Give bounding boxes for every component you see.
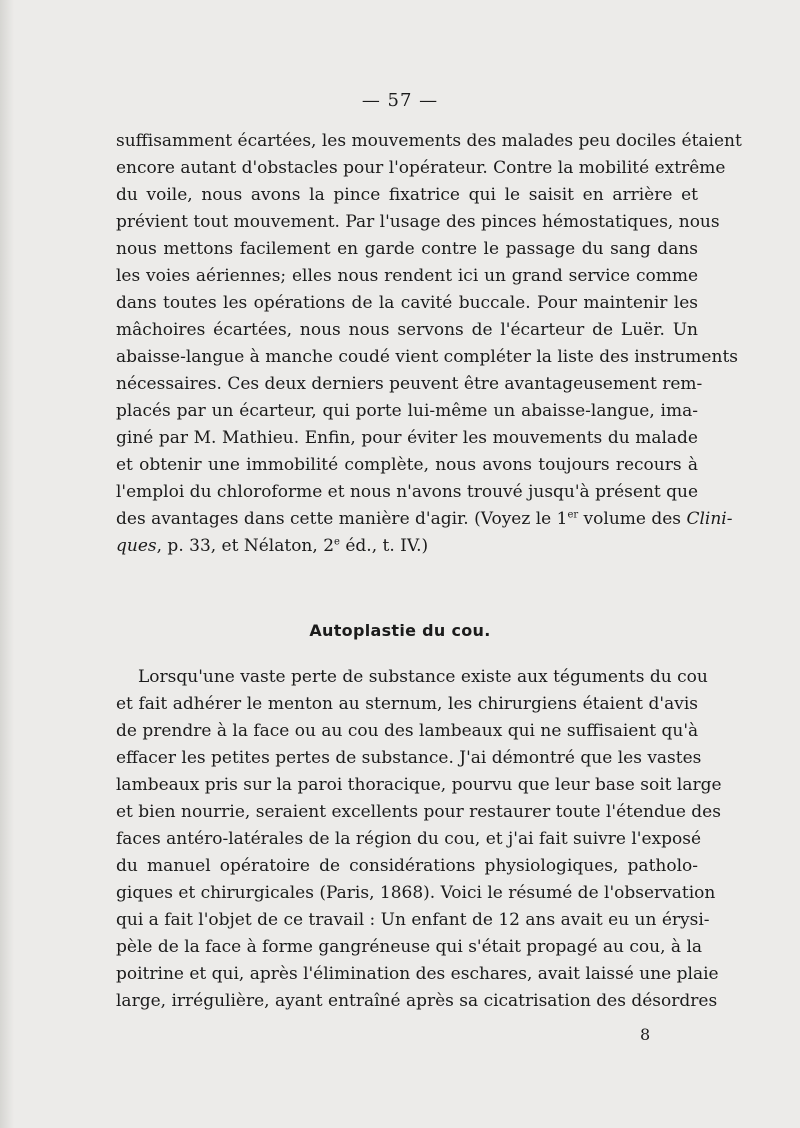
text-line: prévient tout mouvement. Par l'usage des pinces hémostatiques, nous <box>116 212 720 232</box>
text-line: nous mettons facilement en garde contre le passage du sang dans <box>116 239 698 259</box>
text-line: et obtenir une immobilité complète, nous avons toujours recours à <box>116 455 698 475</box>
ordinal-superscript: er <box>567 509 579 521</box>
text-line-citation <box>116 506 733 533</box>
text-line: qui a fait l'objet de ce travail : Un enfant de 12 ans avait eu un érysi- <box>116 910 710 930</box>
edition-superscript: e <box>334 536 340 548</box>
text-line: large, irrégulière, ayant entraîné après sa cicatrisation des désordres <box>116 991 718 1011</box>
page-number: — 57 — <box>361 90 439 111</box>
text-line: giné par M. Mathieu. Enfin, pour éviter les mouvements du malade <box>116 428 698 448</box>
signature-mark: 8 <box>640 1025 651 1044</box>
text-line: giques et chirurgicales (Paris, 1868). Voici le résumé de l'observation <box>116 883 716 903</box>
text-line: de prendre à la face ou au cou des lambeaux qui ne suffisaient qu'à <box>116 721 699 741</box>
text-line-citation-end <box>116 533 698 560</box>
citation-text: , p. 33, et Nélaton, 2 <box>156 536 335 556</box>
text-line: du manuel opératoire de considérations physiologiques, patholo- <box>116 856 698 876</box>
text-line: poitrine et qui, après l'élimination des eschares, avait laissé une plaie <box>116 964 719 984</box>
text-line: mâchoires écartées, nous nous servons de l'écarteur de Luër. Un <box>116 320 698 340</box>
citation-title: ques <box>116 536 157 556</box>
text-line: placés par un écarteur, qui porte lui-même un abaisse-langue, ima- <box>116 401 698 421</box>
citation-title: Clini- <box>686 509 733 529</box>
text-line: et fait adhérer le menton au sternum, les chirurgiens étaient d'avis <box>116 694 698 714</box>
text-line: lambeaux pris sur la paroi thoracique, pourvu que leur base soit large <box>116 775 722 795</box>
text-line: l'emploi du chloroforme et nous n'avons trouvé jusqu'à présent que <box>116 482 699 502</box>
citation-text: volume des <box>578 509 687 529</box>
text-line: effacer les petites pertes de substance. J'ai démontré que les vastes <box>116 748 702 768</box>
text-line: abaisse-langue à manche coudé vient compléter la liste des instruments <box>116 347 738 367</box>
citation-text: des avantages dans cette manière d'agir. (Voyez le 1 <box>116 509 568 529</box>
paragraph-instruments <box>116 128 742 560</box>
text-line: dans toutes les opérations de la cavité buccale. Pour maintenir les <box>116 293 698 313</box>
text-line: du voile, nous avons la pince fixatrice qui le saisit en arrière et <box>116 185 698 205</box>
text-line: faces antéro-latérales de la région du cou, et j'ai fait suivre l'exposé <box>116 829 702 849</box>
text-line: Lorsqu'une vaste perte de substance existe aux téguments du cou <box>138 667 708 687</box>
paragraph-autoplastie <box>116 664 722 1015</box>
section-heading: Autoplastie du cou. <box>309 621 491 640</box>
text-line: les voies aériennes; elles nous rendent ici un grand service comme <box>116 266 698 286</box>
text-line: et bien nourrie, seraient excellents pour restaurer toute l'étendue des <box>116 802 721 822</box>
citation-text: éd., t. IV.) <box>339 536 429 556</box>
text-line: suffisamment écartées, les mouvements des malades peu dociles étaient <box>116 131 742 151</box>
text-line: encore autant d'obstacles pour l'opérateur. Contre la mobilité extrême <box>116 158 726 178</box>
text-line: pèle de la face à forme gangréneuse qui s'était propagé au cou, à la <box>116 937 703 957</box>
text-line: nécessaires. Ces deux derniers peuvent être avantageusement rem- <box>116 374 703 394</box>
